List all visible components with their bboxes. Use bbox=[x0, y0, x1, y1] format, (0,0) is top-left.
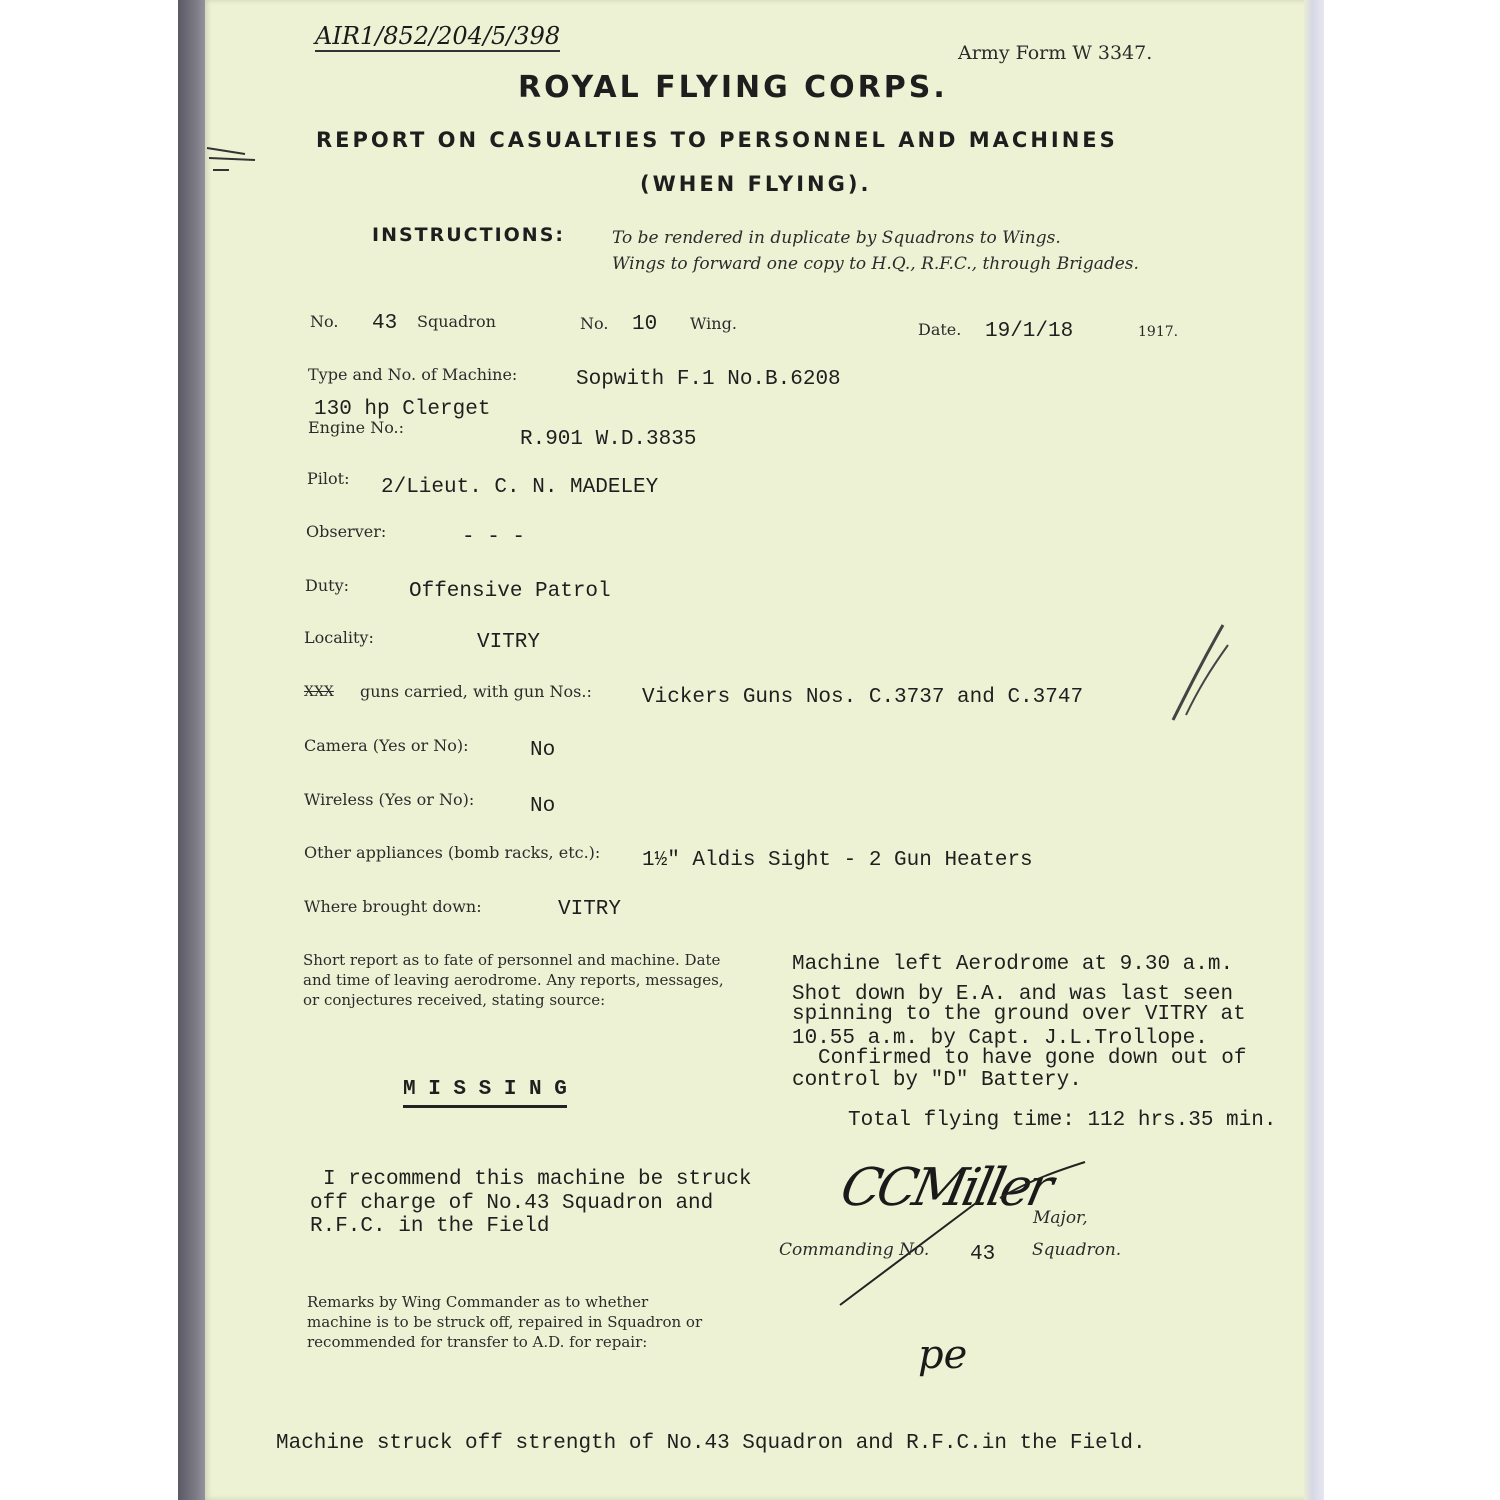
signature-underline-stroke bbox=[830, 1160, 1090, 1310]
appliances-value: 1½" Aldis Sight - 2 Gun Heaters bbox=[642, 849, 1033, 872]
instructions-label: INSTRUCTIONS: bbox=[372, 224, 565, 246]
machine-label: Type and No. of Machine: bbox=[308, 365, 518, 384]
camera-value: No bbox=[530, 739, 556, 762]
observer-value: - - - bbox=[462, 526, 526, 549]
commanding-squadron-label: Squadron. bbox=[1032, 1240, 1122, 1260]
archive-reference: AIR1/852/204/5/398 bbox=[315, 22, 561, 50]
recommendation-line-1: I recommend this machine be struck bbox=[323, 1168, 752, 1191]
duty-label: Duty: bbox=[305, 576, 349, 595]
report-line-5: Confirmed to have gone down out of bbox=[818, 1047, 1247, 1070]
report-line-4: 10.55 a.m. by Capt. J.L.Trollope. bbox=[792, 1027, 1208, 1050]
camera-label: Camera (Yes or No): bbox=[304, 736, 469, 755]
left-margin-smudge bbox=[205, 140, 265, 180]
appliances-label: Other appliances (bomb racks, etc.): bbox=[304, 843, 601, 862]
remarks-initials: pe bbox=[918, 1332, 968, 1378]
wing-label: Wing. bbox=[690, 314, 737, 333]
report-line-6: control by "D" Battery. bbox=[792, 1069, 1082, 1092]
form-title: ROYAL FLYING CORPS. bbox=[518, 70, 948, 105]
locality-value: VITRY bbox=[477, 631, 541, 654]
observer-label: Observer: bbox=[306, 522, 387, 541]
engine-label: Engine No.: bbox=[308, 418, 405, 437]
recommendation-line-2: off charge of No.43 Squadron and bbox=[310, 1192, 714, 1215]
squadron-label: Squadron bbox=[417, 312, 496, 331]
duty-value: Offensive Patrol bbox=[409, 580, 611, 603]
major-label: Major, bbox=[1033, 1208, 1088, 1228]
pilot-label: Pilot: bbox=[307, 469, 350, 488]
commanding-officer-signature: CCMiller bbox=[835, 1158, 1055, 1218]
squadron-number: 43 bbox=[372, 312, 398, 335]
machine-value: Sopwith F.1 No.B.6208 bbox=[576, 368, 841, 391]
background-right-edge bbox=[1304, 0, 1324, 1500]
report-line-3: spinning to the ground over VITRY at bbox=[792, 1003, 1246, 1026]
remarks-label: Remarks by Wing Commander as to whether machine is to be struck off, repaired in Squadron or recommended for transfer to A.D. for repair: bbox=[307, 1293, 703, 1351]
commanding-squadron-number: 43 bbox=[970, 1243, 996, 1266]
commanding-label: Commanding No. bbox=[779, 1240, 930, 1260]
printed-year: 1917. bbox=[1138, 324, 1179, 340]
report-line-2: Shot down by E.A. and was last seen bbox=[792, 983, 1234, 1006]
date-label: Date. bbox=[918, 320, 962, 339]
engine-number-value: R.901 W.D.3835 bbox=[520, 428, 697, 451]
engine-type-value: 130 hp Clerget bbox=[314, 398, 491, 421]
margin-pencil-mark bbox=[1168, 620, 1238, 730]
instructions-line2: Wings to forward one copy to H.Q., R.F.C., through Brigades. bbox=[612, 254, 1139, 274]
background-left-edge bbox=[178, 0, 208, 1500]
squadron-no-label: No. bbox=[310, 312, 339, 331]
pilot-value: 2/Lieut. C. N. MADELEY bbox=[381, 476, 659, 499]
report-line-1: Machine left Aerodrome at 9.30 a.m. bbox=[792, 953, 1234, 976]
instructions-line1: To be rendered in duplicate by Squadrons to Wings. bbox=[612, 228, 1061, 248]
date-value: 19/1/18 bbox=[985, 320, 1074, 343]
wing-number: 10 bbox=[632, 313, 658, 336]
brought-down-label: Where brought down: bbox=[304, 897, 482, 916]
wireless-value: No bbox=[530, 795, 556, 818]
wing-no-label: No. bbox=[580, 314, 609, 333]
total-flying-time: Total flying time: 112 hrs.35 min. bbox=[848, 1109, 1277, 1132]
wireless-label: Wireless (Yes or No): bbox=[304, 790, 475, 809]
recommendation-line-3: R.F.C. in the Field bbox=[310, 1215, 550, 1238]
army-form-number: Army Form W 3347. bbox=[958, 42, 1153, 64]
form-subtitle-line1: REPORT ON CASUALTIES TO PERSONNEL AND MACHINES bbox=[316, 128, 1118, 152]
footer-struck-off-line: Machine struck off strength of No.43 Squadron and R.F.C.in the Field. bbox=[276, 1432, 1146, 1455]
form-subtitle-line2: (WHEN FLYING). bbox=[640, 172, 872, 196]
missing-stamp: M I S S I N G bbox=[403, 1078, 567, 1108]
locality-label: Locality: bbox=[304, 628, 374, 647]
guns-value: Vickers Guns Nos. C.3737 and C.3747 bbox=[642, 686, 1084, 709]
brought-down-value: VITRY bbox=[558, 898, 622, 921]
guns-label: guns carried, with gun Nos.: bbox=[360, 682, 592, 701]
guns-struck-prefix: XXX bbox=[304, 684, 334, 700]
short-report-label: Short report as to fate of personnel and machine. Date and time of leaving aerodrome. Any reports, messages, or conjectures received, stating source: bbox=[303, 951, 724, 1009]
